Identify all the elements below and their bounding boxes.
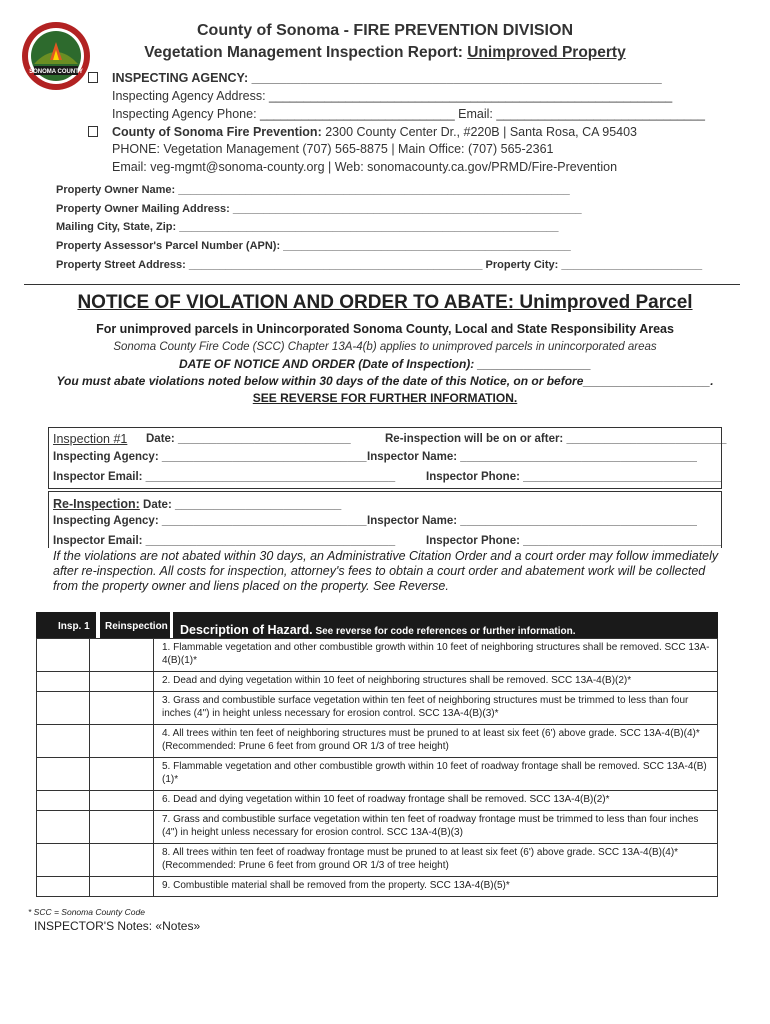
inspector-notes[interactable]: INSPECTOR'S Notes: «Notes» (34, 919, 201, 933)
scc-applicability: Sonoma County Fire Code (SCC) Chapter 13A-4(b) applies to unimproved parcels in unincorporated areas (113, 341, 657, 353)
insp1-check-cell[interactable] (37, 877, 90, 897)
hazard-description: 9. Combustible material shall be removed from the property. SCC 13A-4(B)(5)* (154, 877, 718, 897)
inspecting-agency-field[interactable]: INSPECTING AGENCY: ___________________________________________________________ (112, 71, 662, 85)
agency-phone-email-field[interactable]: Inspecting Agency Phone: ____________________________ Email: ______________________________ (112, 107, 705, 121)
page-subtitle: Vegetation Management Inspection Report: Unimproved Property (144, 44, 626, 61)
owner-mailing-field[interactable]: Property Owner Mailing Address: _________________________________________________________ (56, 203, 582, 215)
page-title: County of Sonoma - FIRE PREVENTION DIVISION (196, 22, 573, 39)
reinspection-check-cell[interactable] (90, 791, 154, 811)
inspection1-agency-field[interactable]: Inspecting Agency: ________________________________ (53, 451, 367, 463)
agency-address-field[interactable]: Inspecting Agency Address: __________________________________________________________ (112, 89, 673, 103)
reinspection-phone-field[interactable]: Inspector Phone: _______________________________ (426, 535, 722, 547)
footnote: * SCC = Sonoma County Code (28, 907, 145, 917)
hazard-row (37, 692, 718, 725)
inspection1-email-field[interactable]: Inspector Email: _______________________________________ (53, 471, 396, 483)
date-of-notice-field[interactable]: DATE OF NOTICE AND ORDER (Date of Inspection): _________________ (178, 357, 592, 371)
insp1-check-cell[interactable] (37, 725, 90, 758)
hazard-row (37, 758, 718, 791)
insp1-check-cell[interactable] (37, 811, 90, 844)
apn-field[interactable]: Property Assessor's Parcel Number (APN): _______________________________________________ (56, 240, 571, 252)
hazard-description: 2. Dead and dying vegetation within 10 feet of neighboring structures shall be removed. SCC 13A-4(B)(2)* (154, 672, 718, 692)
reinspection-check-cell[interactable] (90, 844, 154, 877)
reinspection-check-cell[interactable] (90, 639, 154, 672)
hazard-description: 8. All trees within ten feet of roadway frontage must be pruned to at least six feet (6') above grade. SCC 13A-4(B)(4)* (Recommended: Prune 6 feet from ground OR 1/3 of tree height) (154, 844, 718, 877)
inspection1-phone-field[interactable]: Inspector Phone: _______________________________ (426, 471, 722, 483)
inspection1-inspector-name-field[interactable]: Inspector Name: _____________________________________ (367, 451, 697, 463)
reinspection-after-field[interactable]: Re-inspection will be on or after: _________________________ (385, 433, 727, 445)
county-checkbox[interactable] (88, 126, 98, 137)
col-header-insp1: Insp. 1 (36, 612, 96, 638)
inspection1-label: Inspection #1 (53, 432, 128, 446)
reinspection-check-cell[interactable] (90, 811, 154, 844)
see-reverse-note: SEE REVERSE FOR FURTHER INFORMATION. (252, 391, 518, 405)
reinspection-check-cell[interactable] (90, 692, 154, 725)
reinspection-agency-field[interactable]: Inspecting Agency: ________________________________ (53, 515, 367, 527)
reinspection-date-field[interactable]: Re-Inspection: Date: __________________________ (53, 497, 342, 511)
county-email-line: Email: veg-mgmt@sonoma-county.org | Web: sonomacounty.ca.gov/PRMD/Fire-Prevention (112, 160, 618, 174)
insp1-check-cell[interactable] (37, 791, 90, 811)
reinspection-check-cell[interactable] (90, 725, 154, 758)
reinspection-check-cell[interactable] (90, 672, 154, 692)
street-address-field[interactable]: Property Street Address: ________________________________________________ Property City: _______________________ (56, 259, 703, 271)
owner-name-field[interactable]: Property Owner Name: ________________________________________________________________ (56, 184, 570, 196)
hazard-row (37, 725, 718, 758)
insp1-check-cell[interactable] (37, 758, 90, 791)
hazard-table (36, 638, 718, 897)
mailing-city-field[interactable]: Mailing City, State, Zip: ______________________________________________________________ (56, 221, 559, 233)
hazard-row (37, 791, 718, 811)
notice-subtitle: For unimproved parcels in Unincorporated Sonoma County, Local and State Responsibility Areas (96, 322, 674, 336)
warning-text: If the violations are not abated within 30 days, an Administrative Citation Order and a court order may follow immediately after re-inspection. All costs for inspection, attorney's fees to obtain a court order and abatement work will be collected from the property owner and liens placed on the property. See Reverse. (53, 549, 719, 593)
hazard-description: 7. Grass and combustible surface vegetation within ten feet of roadway frontage must be trimmed to less than four inches (4") in height unless necessary for erosion control. SCC 13A-4(B)(3) (154, 811, 718, 844)
reinspection-check-cell[interactable] (90, 758, 154, 791)
insp1-check-cell[interactable] (37, 639, 90, 672)
col-header-description: Description of Hazard. See reverse for code references or further information. (173, 612, 718, 638)
hazard-description: 4. All trees within ten feet of neighboring structures must be pruned to at least six feet (6') above grade. SCC 13A-4(B)(4)* (Recommended: Prune 6 feet from ground OR 1/3 of tree height) (154, 725, 718, 758)
abate-deadline-field[interactable]: You must abate violations noted below within 30 days of the date of this Notice, on or before___________________. (56, 374, 714, 388)
hazard-row (37, 639, 718, 672)
hazard-row (37, 672, 718, 692)
inspection1-date-field[interactable]: Date: ___________________________ (146, 433, 351, 445)
hazard-description: 1. Flammable vegetation and other combustible growth within 10 feet of neighboring structures shall be removed. SCC 13A-4(B)(1)* (154, 639, 718, 672)
hazard-description: 6. Dead and dying vegetation within 10 feet of roadway frontage shall be removed. SCC 13A-4(B)(2)* (154, 791, 718, 811)
hazard-row (37, 811, 718, 844)
logo-text: SONOMA COUNTY (29, 69, 83, 75)
insp1-check-cell[interactable] (37, 844, 90, 877)
reinspection-check-cell[interactable] (90, 877, 154, 897)
insp1-check-cell[interactable] (37, 672, 90, 692)
county-fire-prevention-line: County of Sonoma Fire Prevention: 2300 County Center Dr., #220B | Santa Rosa, CA 95403 (112, 125, 637, 139)
agency-checkbox[interactable] (88, 72, 98, 83)
col-header-reinspection: Reinspection (100, 612, 170, 638)
hazard-description: 5. Flammable vegetation and other combustible growth within 10 feet of roadway frontage shall be removed. SCC 13A-4(B)(1)* (154, 758, 718, 791)
reinspection-inspector-name-field[interactable]: Inspector Name: _____________________________________ (367, 515, 697, 527)
reinspection-email-field[interactable]: Inspector Email: _______________________________________ (53, 535, 396, 547)
hazard-row (37, 844, 718, 877)
notice-title: NOTICE OF VIOLATION AND ORDER TO ABATE: Unimproved Parcel (77, 292, 693, 313)
insp1-check-cell[interactable] (37, 692, 90, 725)
divider (24, 284, 740, 285)
hazard-description: 3. Grass and combustible surface vegetation within ten feet of neighboring structures must be trimmed to less than four inches (4") in height unless necessary for erosion control. SCC 13A-4(B)(3)* (154, 692, 718, 725)
county-phone-line: PHONE: Vegetation Management (707) 565-8875 | Main Office: (707) 565-2361 (112, 142, 554, 156)
hazard-row (37, 877, 718, 897)
